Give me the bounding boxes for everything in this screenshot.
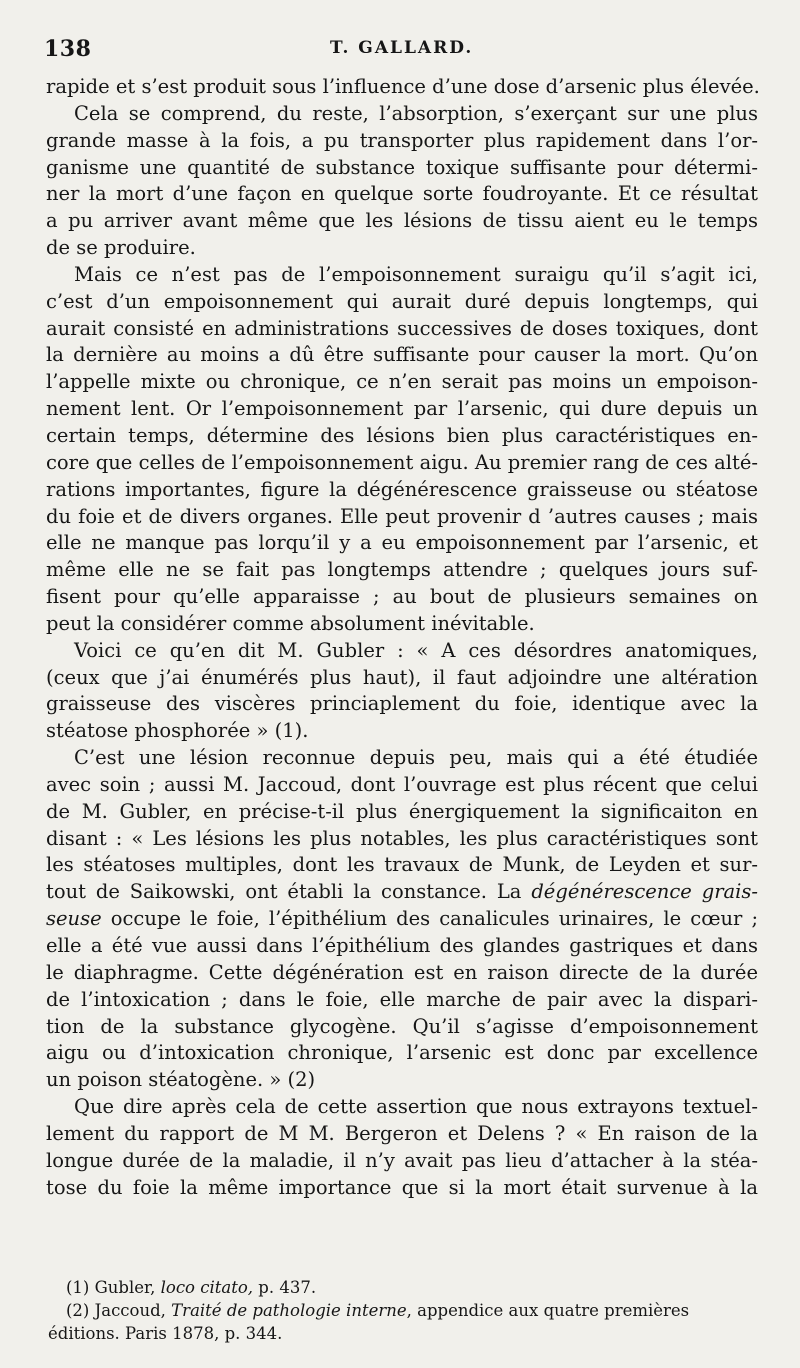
text-line: Mais ce n’est pas de l’empoisonnement suraigu qu’il s’agit ici, bbox=[74, 262, 758, 286]
text-line: elle ne manque pas lorqu’il y a eu empoisonnement par l’arsenic, et bbox=[46, 531, 758, 555]
text-line: Voici ce qu’en dit M. Gubler : « A ces désordres anatomiques, bbox=[74, 638, 758, 662]
text-line: du foie et de divers organes. Elle peut provenir d ’autres causes ; mais bbox=[46, 504, 758, 528]
text-line: fisent pour qu’elle apparaisse ; au bout de plusieurs semaines on bbox=[46, 585, 758, 609]
text-line: disant : « Les lésions les plus notables, les plus caractéristiques sont bbox=[46, 826, 758, 850]
text-line: a pu arriver avant même que les lésions de tissu aient eu le temps bbox=[46, 209, 758, 233]
italic-text: dégénérescence grais- bbox=[531, 880, 758, 904]
running-head: T. GALLARD. bbox=[330, 38, 474, 58]
footnote-italic: loco citato, bbox=[160, 1278, 254, 1297]
text-line: c’est d’un empoisonnement qui aurait duré depuis longtemps, qui bbox=[46, 289, 758, 313]
text-line: un poison stéatogène. » (2) bbox=[46, 1068, 316, 1092]
text-line: nement lent. Or l’empoisonnement par l’arsenic, qui dure depuis un bbox=[46, 397, 758, 421]
footnote-text: (1) Gubler, bbox=[66, 1278, 156, 1297]
text-line: l’appelle mixte ou chronique, ce n’en serait pas moins un empoison- bbox=[46, 370, 758, 394]
text-line: stéatose phosphorée » (1). bbox=[46, 719, 309, 743]
footnote-text: (2) Jaccoud, bbox=[66, 1301, 166, 1320]
text-line bbox=[46, 906, 758, 933]
footnote-italic: Traité de pathologie interne bbox=[171, 1301, 407, 1320]
footnote-1 bbox=[66, 1276, 758, 1299]
text-line: tose du foie la même importance que si la mort était survenue à la bbox=[46, 1175, 758, 1199]
text-line: graisseuse des viscères princiaplement du foie, identique avec la bbox=[46, 692, 758, 716]
footnotes bbox=[48, 1276, 758, 1345]
text-line: Cela se comprend, du reste, l’absorption, s’exerçant sur une plus bbox=[74, 101, 758, 125]
footnote-2 bbox=[66, 1299, 758, 1322]
footnote-text: p. 437. bbox=[258, 1278, 317, 1297]
italic-text: seuse bbox=[46, 907, 102, 931]
text-line: ner la mort d’une façon en quelque sorte foudroyante. Et ce résultat bbox=[46, 182, 758, 206]
text-line: core que celles de l’empoisonnement aigu. Au premier rang de ces alté- bbox=[46, 450, 758, 474]
text-line: grande masse à la fois, a pu transporter plus rapidement dans l’or- bbox=[46, 128, 758, 152]
text-line: rapide et s’est produit sous l’influence d’une dose d’arsenic plus élevée. bbox=[46, 75, 760, 98]
body-text bbox=[46, 74, 758, 1201]
page-header bbox=[44, 34, 758, 68]
text-line: elle a été vue aussi dans l’épithélium des glandes gastriques et dans bbox=[46, 934, 758, 957]
footnote-2-continued: éditions. Paris 1878, p. 344. bbox=[48, 1324, 283, 1343]
text-line: avec soin ; aussi M. Jaccoud, dont l’ouvrage est plus récent que celui bbox=[46, 772, 758, 796]
footnote-text: , appendice aux quatre premières bbox=[406, 1301, 690, 1320]
text-line: de M. Gubler, en précise-t-il plus énergiquement la significaiton en bbox=[46, 799, 758, 823]
text-line: longue durée de la maladie, il n’y avait pas lieu d’attacher à la stéa- bbox=[46, 1148, 758, 1172]
text-line: C’est une lésion reconnue depuis peu, mais qui a été étudiée bbox=[74, 746, 758, 770]
text-line: lement du rapport de M M. Bergeron et Delens ? « En raison de la bbox=[46, 1121, 758, 1145]
text-line: de se produire. bbox=[46, 236, 196, 260]
text-line: la dernière au moins a dû être suffisante pour causer la mort. Qu’on bbox=[46, 343, 758, 367]
text-run: occupe le foie, l’épithélium des canalicules urinaires, le cœur ; bbox=[110, 907, 759, 931]
text-line: le diaphragme. Cette dégénération est en raison directe de la durée bbox=[46, 960, 758, 984]
text-line: même elle ne se fait pas longtemps attendre ; quelques jours suf- bbox=[46, 558, 758, 582]
text-line: aurait consisté en administrations successives de doses toxiques, dont bbox=[46, 316, 758, 340]
text-line: (ceux que j’ai énumérés plus haut), il faut adjoindre une altération bbox=[46, 665, 758, 689]
text-line: aigu ou d’intoxication chronique, l’arsenic est donc par excellence bbox=[46, 1041, 758, 1065]
text-line: les stéatoses multiples, dont les travaux de Munk, de Leyden et sur- bbox=[46, 853, 758, 877]
text-line: tion de la substance glycogène. Qu’il s’agisse d’empoisonnement bbox=[46, 1014, 758, 1038]
text-line: rations importantes, figure la dégénérescence graisseuse ou stéatose bbox=[46, 477, 758, 501]
text-line bbox=[46, 879, 758, 906]
text-run: tout de Saikowski, ont établi la constance. La bbox=[46, 880, 522, 904]
text-line: de l’intoxication ; dans le foie, elle marche de pair avec la dispari- bbox=[46, 987, 758, 1011]
page-number: 138 bbox=[44, 36, 92, 62]
text-line: ganisme une quantité de substance toxique suffisante pour détermi- bbox=[46, 155, 758, 179]
text-line: peut la considérer comme absolument inévitable. bbox=[46, 611, 535, 635]
text-line: certain temps, détermine des lésions bien plus caractéristiques en- bbox=[46, 423, 758, 447]
text-line: Que dire après cela de cette assertion que nous extrayons textuel- bbox=[74, 1095, 758, 1119]
